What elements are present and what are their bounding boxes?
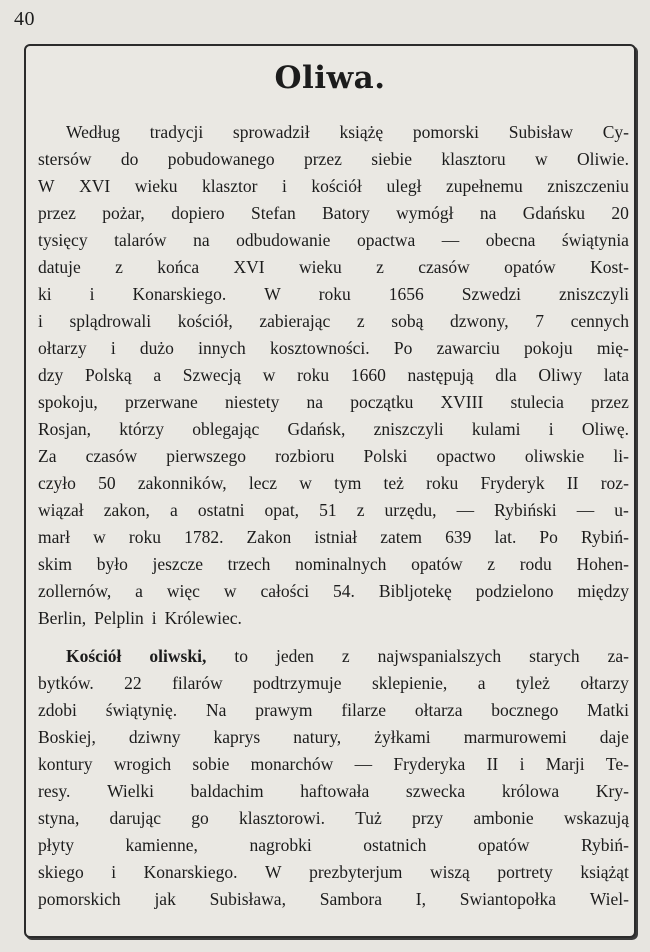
text-line [26, 443, 638, 470]
word: prawym [255, 700, 313, 720]
word: — [576, 500, 595, 520]
text-line [26, 146, 638, 173]
word: darując [109, 808, 162, 828]
text-line [26, 751, 638, 778]
word: starych [529, 646, 580, 666]
word: opactwa [356, 230, 416, 250]
word: Szwecją [182, 365, 242, 385]
word: czasów [418, 257, 470, 277]
word: Konarskiego. [132, 284, 227, 304]
word: Berlin, [38, 608, 87, 628]
word: i [151, 608, 157, 628]
word: roku [297, 365, 330, 385]
word: roz- [600, 473, 629, 493]
word: dzwony, [449, 311, 509, 331]
word: klasztorowi. [238, 808, 326, 828]
word: Konarskiego. [143, 862, 238, 882]
word: dzy [38, 365, 64, 385]
text-line [26, 643, 638, 670]
text-line [26, 724, 638, 751]
word: ołtarza [414, 700, 463, 720]
word: wymógł [396, 203, 454, 223]
word: monarchów [250, 754, 334, 774]
word: opatów [477, 835, 530, 855]
word: — [456, 500, 475, 520]
word: kamienne, [125, 835, 198, 855]
word: którzy [119, 419, 164, 439]
word: Marji [545, 754, 585, 774]
word: splądrowali [69, 311, 152, 331]
word: mię- [596, 338, 629, 358]
word: Rybiń- [581, 527, 629, 547]
word: wiszą [429, 862, 470, 882]
word: ostatni [197, 500, 245, 520]
word: w [93, 527, 106, 547]
word: tysięcy [38, 230, 88, 250]
word: roku [318, 284, 351, 304]
word: spokoju, [38, 392, 98, 412]
word: pożar, [102, 203, 145, 223]
text-line [26, 697, 638, 724]
word: zabierając [259, 311, 331, 331]
word: Rybiń- [581, 835, 629, 855]
word: między [577, 581, 629, 601]
word: dziwny [128, 727, 181, 747]
word: ołtarzy [38, 338, 87, 358]
word: nominalnych [295, 554, 387, 574]
text-line [26, 389, 638, 416]
word: 639 [445, 527, 472, 547]
word: z [376, 257, 384, 277]
word: to [234, 646, 248, 666]
word: zniszczyli [559, 284, 629, 304]
word: jeden [275, 646, 314, 666]
word: pomorskich [38, 889, 121, 909]
word: z [487, 554, 496, 574]
word: czasów [85, 446, 138, 466]
word: tym [334, 473, 362, 493]
word: 1660 [350, 365, 386, 385]
word: istniał [314, 527, 358, 547]
word: niestety [224, 392, 280, 412]
text-line [26, 551, 638, 578]
word: roku [128, 527, 161, 547]
word: filarów [172, 673, 223, 693]
word: dopiero [171, 203, 225, 223]
word: kościół, [177, 311, 233, 331]
word: skiego [38, 862, 84, 882]
word: uległ [386, 176, 422, 196]
word: Pelplin [94, 608, 144, 628]
word: jak [154, 889, 176, 909]
word: opat, [264, 500, 300, 520]
word: żyłkami [374, 727, 431, 747]
word: i [281, 176, 287, 196]
word: talarów [114, 230, 167, 250]
word: Za [38, 446, 57, 466]
word: zniszczyli [373, 419, 444, 439]
word: z [356, 500, 365, 520]
word: kulami [471, 419, 521, 439]
word: Bibljotekę [378, 581, 452, 601]
word: lat. [494, 527, 517, 547]
word: opactwo [436, 446, 496, 466]
word: Te- [605, 754, 629, 774]
word: podzielono [475, 581, 554, 601]
text-line [26, 605, 638, 632]
word: lata [603, 365, 629, 385]
text-line [26, 335, 638, 362]
word: Subisław [508, 122, 573, 142]
word: Polską [84, 365, 132, 385]
word: nagrobki [249, 835, 312, 855]
word: końca [157, 257, 200, 277]
word: Zakon [246, 527, 292, 547]
word: lecz [248, 473, 278, 493]
word: w [223, 581, 237, 601]
word: książę [339, 122, 384, 142]
word: sprowadził [232, 122, 310, 142]
word: Wielki [107, 781, 154, 801]
text-line [26, 362, 638, 389]
word: Królewiec. [164, 608, 242, 628]
word: książąt [580, 862, 629, 882]
word: kosztowności. [270, 338, 370, 358]
word: płyty [38, 835, 74, 855]
word: Kry- [595, 781, 629, 801]
word: przez [303, 149, 342, 169]
word: 54. [333, 581, 355, 601]
word: a [135, 581, 143, 601]
word: Tuż [355, 808, 382, 828]
word: świątynię. [105, 700, 178, 720]
word: dużo [139, 338, 174, 358]
word: urzędu, [384, 500, 437, 520]
word: datuje [38, 257, 81, 277]
word: opatów [504, 257, 556, 277]
word: Boskiej, [38, 727, 96, 747]
word: zdobi [38, 700, 77, 720]
word: stulecia [510, 392, 564, 412]
word: Hohen- [576, 554, 629, 574]
text-line [26, 497, 638, 524]
word: roku [426, 473, 459, 493]
word: za- [607, 646, 629, 666]
word: na [193, 230, 210, 250]
word: też [383, 473, 404, 493]
text-line [26, 470, 638, 497]
word: Stefan [251, 203, 296, 223]
word: w [262, 365, 276, 385]
word: Szwedzi [461, 284, 522, 304]
word: i [110, 338, 116, 358]
word: do [120, 149, 139, 169]
word: marmurowemi [463, 727, 567, 747]
word: II [566, 473, 579, 493]
word: 51 [319, 500, 337, 520]
word: zakonników, [137, 473, 227, 493]
text-line [26, 670, 638, 697]
word: Cy- [602, 122, 629, 142]
word: 50 [98, 473, 116, 493]
word: Oliwie. [576, 149, 629, 169]
word: trzech [227, 554, 271, 574]
word: tyleż [515, 673, 550, 693]
word: siebie [371, 149, 413, 169]
word: sobie [192, 754, 230, 774]
word: więc [166, 581, 200, 601]
word: Polski [363, 446, 408, 466]
word: Swiantopołka [459, 889, 557, 909]
text-line [26, 886, 638, 913]
word: dla [495, 365, 517, 385]
text-line [26, 524, 638, 551]
word: jeszcze [152, 554, 203, 574]
word: i [548, 419, 554, 439]
word: prezbyterjum [309, 862, 403, 882]
word: haftowała [300, 781, 370, 801]
word: I, [415, 889, 426, 909]
word: obecna [485, 230, 536, 250]
word: zakon, [103, 500, 150, 520]
word: filarze [341, 700, 387, 720]
word: zatem [380, 527, 423, 547]
text-line [26, 859, 638, 886]
word: tradycji [149, 122, 204, 142]
word: w [534, 149, 548, 169]
word: klasztoru [441, 149, 506, 169]
word: II [486, 754, 499, 774]
word: li- [613, 446, 629, 466]
word: ostatnich [363, 835, 427, 855]
word: wieku [134, 176, 178, 196]
word: następują [407, 365, 474, 385]
word: najwspanialszych [377, 646, 502, 666]
word: go [191, 808, 209, 828]
word: sobą [391, 311, 424, 331]
word: kontury [38, 754, 93, 774]
word: świątynia [561, 230, 629, 250]
text-line [26, 173, 638, 200]
word: bytków. [38, 673, 94, 693]
word: i [89, 284, 95, 304]
word: i [38, 311, 43, 331]
word: daje [599, 727, 629, 747]
word: a [169, 500, 178, 520]
word: wrogich [113, 754, 172, 774]
word: 20 [611, 203, 629, 223]
word: pokoju [523, 338, 573, 358]
word: i [519, 754, 525, 774]
page-title: Oliwa. [274, 60, 386, 96]
text-frame [24, 44, 636, 938]
word: przez [38, 203, 76, 223]
word: i [111, 862, 117, 882]
word: wieku [298, 257, 342, 277]
word: Kościół [66, 646, 122, 666]
word: a [153, 365, 162, 385]
word: 7 [535, 311, 545, 331]
word: z [115, 257, 123, 277]
word: Oliwy [538, 365, 583, 385]
word: u- [614, 500, 629, 520]
word: szwecka [405, 781, 466, 801]
word: zupełnemu [445, 176, 523, 196]
word: — [441, 230, 460, 250]
word: na [479, 203, 497, 223]
word: Fryderyka [393, 754, 466, 774]
word: W [265, 862, 282, 882]
word: Batory [322, 203, 370, 223]
word: Po [539, 527, 558, 547]
word: całości [260, 581, 310, 601]
word: królowa [501, 781, 560, 801]
word: początku [350, 392, 414, 412]
word: wskazują [563, 808, 629, 828]
word: kościół [311, 176, 362, 196]
word: Rybiński [494, 500, 557, 520]
text-line [26, 119, 638, 146]
word: stersów [38, 149, 92, 169]
word: z [341, 646, 350, 666]
word: ki [38, 284, 52, 304]
word: a [477, 673, 486, 693]
word: Subisława, [209, 889, 286, 909]
word: było [96, 554, 128, 574]
word: Wiel- [589, 889, 629, 909]
word: XVI [79, 176, 111, 196]
page-number: 40 [14, 8, 35, 30]
text-line [26, 778, 638, 805]
word: XVI [233, 257, 265, 277]
text-line [26, 416, 638, 443]
word: oliwskie [524, 446, 585, 466]
text-line [26, 832, 638, 859]
text-line [26, 805, 638, 832]
word: wiązał [38, 500, 84, 520]
word: Sambora [319, 889, 382, 909]
word: baldachim [190, 781, 264, 801]
word: klasztor [202, 176, 258, 196]
word: odbudowanie [236, 230, 331, 250]
word: ambonie [473, 808, 534, 828]
word: zniszczeniu [547, 176, 629, 196]
word: zollernów, [38, 581, 112, 601]
word: rozbioru [275, 446, 335, 466]
word: portrety [497, 862, 553, 882]
word: pierwszego [166, 446, 246, 466]
word: sklepienie, [371, 673, 448, 693]
word: — [354, 754, 373, 774]
word: kaprys [213, 727, 261, 747]
word: Rosjan, [38, 419, 91, 439]
word: styna, [38, 808, 80, 828]
word: przerwane [124, 392, 198, 412]
word: W [264, 284, 281, 304]
word: Gdańsk, [287, 419, 346, 439]
word: przez [591, 392, 629, 412]
word: Na [205, 700, 227, 720]
word: przy [412, 808, 444, 828]
word: czyło [38, 473, 76, 493]
word: Matki [587, 700, 629, 720]
text-line [26, 254, 638, 281]
word: Oliwę. [581, 419, 629, 439]
word: pobudowanego [167, 149, 275, 169]
word: z [356, 311, 365, 331]
word: ołtarzy [580, 673, 629, 693]
text-line [26, 200, 638, 227]
text-line [26, 578, 638, 605]
word: Kost- [590, 257, 629, 277]
text-line [26, 227, 638, 254]
word: natury, [293, 727, 342, 747]
word: innych [198, 338, 246, 358]
word: 22 [124, 673, 142, 693]
word: W [38, 176, 55, 196]
word: podtrzymuje [253, 673, 342, 693]
word: pomorski [412, 122, 480, 142]
word: zawarciu [436, 338, 500, 358]
word: w [299, 473, 312, 493]
word: Według [66, 122, 120, 142]
word: resy. [38, 781, 71, 801]
word: skim [38, 554, 73, 574]
word: Gdańsku [522, 203, 586, 223]
word: na [306, 392, 324, 412]
word: oblegając [192, 419, 260, 439]
word: 1782. [184, 527, 224, 547]
word: oliwski, [149, 646, 207, 666]
word: rodu [519, 554, 552, 574]
word: opatów [411, 554, 463, 574]
word: Fryderyk [480, 473, 545, 493]
word: cennych [570, 311, 629, 331]
word: bocznego [491, 700, 559, 720]
word: 1656 [388, 284, 424, 304]
word: XVIII [440, 392, 484, 412]
word: marł [38, 527, 71, 547]
word: Po [393, 338, 413, 358]
text-line [26, 281, 638, 308]
text-line [26, 308, 638, 335]
